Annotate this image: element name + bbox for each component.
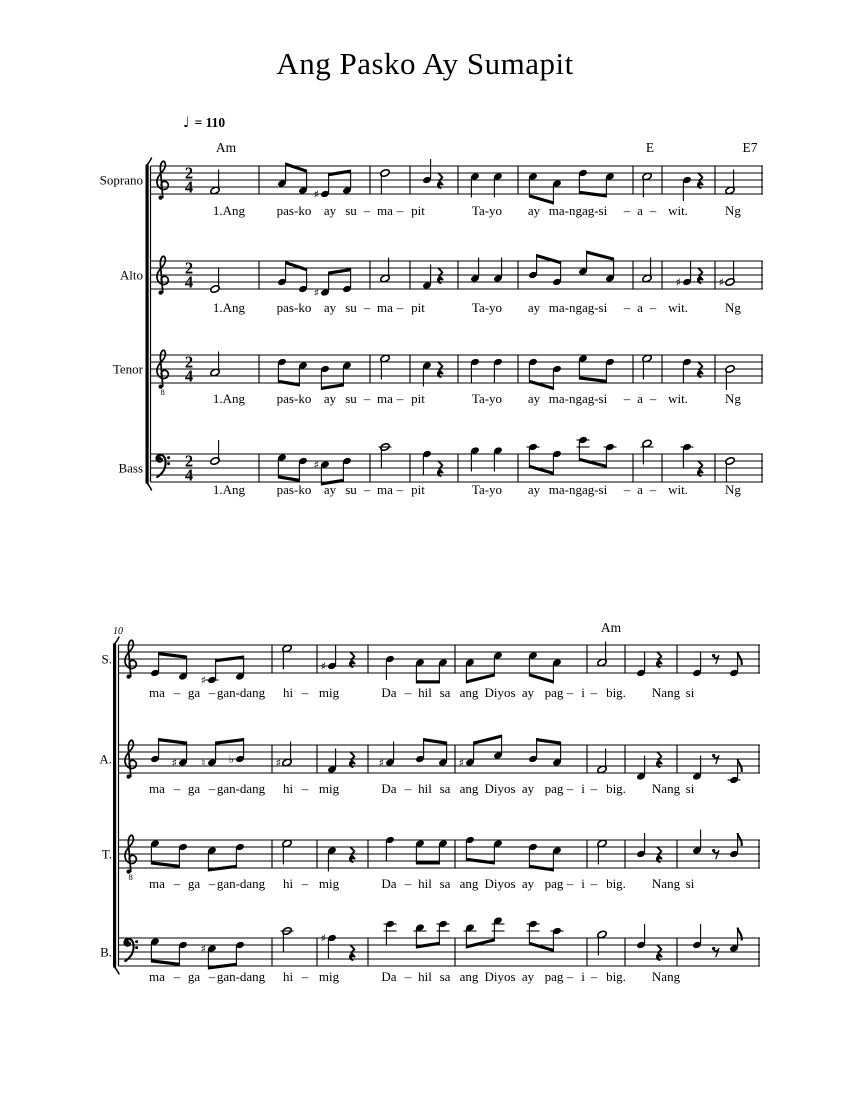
lyric-syllable[interactable]: a <box>637 300 643 315</box>
beam <box>587 251 614 261</box>
octave-8-glyph: 8 <box>160 387 165 397</box>
note[interactable] <box>636 924 646 949</box>
sharp-icon[interactable]: ♯ <box>458 756 464 770</box>
time-signature[interactable]: 4 <box>184 272 194 292</box>
staff-label-b: B. <box>100 944 112 960</box>
lyric-syllable[interactable]: – <box>208 876 216 891</box>
note[interactable] <box>729 833 742 858</box>
flat-icon[interactable]: ♭ <box>228 752 234 766</box>
sharp-icon[interactable]: ♯ <box>320 659 326 673</box>
bass-clef-icon[interactable] <box>156 455 170 477</box>
note[interactable] <box>235 843 245 868</box>
lyric-syllable[interactable]: i <box>581 969 585 984</box>
lyric-syllable[interactable]: 1.Ang <box>212 482 246 497</box>
eighth-flag <box>738 928 742 941</box>
lyric-syllable[interactable]: hil <box>418 685 432 700</box>
lyric-syllable[interactable]: pag <box>544 969 564 984</box>
note[interactable] <box>385 836 395 861</box>
staff-label-s: S. <box>101 651 112 667</box>
page-title[interactable]: Ang Pasko Ay Sumapit <box>276 46 574 81</box>
note[interactable] <box>692 830 702 855</box>
lyric-syllable[interactable]: ma-ngag-si <box>548 482 608 497</box>
lyric-syllable[interactable]: – <box>649 482 657 497</box>
lyric-syllable[interactable]: – <box>623 300 631 315</box>
quarter-note-icon: ♩ <box>183 115 190 131</box>
lyric-syllable[interactable]: – <box>590 685 598 700</box>
beam <box>424 738 447 745</box>
lyric-syllable[interactable]: – <box>649 203 657 218</box>
note[interactable] <box>178 941 188 966</box>
note[interactable] <box>725 456 736 482</box>
beam <box>529 465 553 475</box>
lyric-syllable[interactable]: hi <box>282 876 294 891</box>
beam <box>466 858 494 865</box>
sharp-icon[interactable]: ♯ <box>718 275 724 289</box>
lyric-syllable[interactable]: sa <box>439 781 451 796</box>
lyric-syllable[interactable]: – <box>623 203 631 218</box>
staff-label-alto: Alto <box>119 267 143 283</box>
system-bracket <box>113 644 116 968</box>
lyric-syllable[interactable]: – <box>566 781 574 796</box>
staff-label-tenor: Tenor <box>112 361 143 377</box>
lyric-syllable[interactable]: pag <box>544 876 564 891</box>
lyric-syllable[interactable]: gan-dang <box>216 685 266 700</box>
time-signature[interactable]: 2 <box>184 258 194 278</box>
sharp-icon[interactable]: ♯ <box>200 673 206 687</box>
lyric-syllable[interactable]: – <box>396 391 404 406</box>
lyric-syllable[interactable]: ga <box>187 969 201 984</box>
note[interactable] <box>528 843 538 868</box>
note[interactable] <box>552 658 562 683</box>
lyric-syllable[interactable]: ma <box>377 300 393 315</box>
lyric-syllable[interactable]: ma-ngag-si <box>548 300 608 315</box>
lyric-syllable[interactable]: ma <box>149 969 165 984</box>
lyric-syllable[interactable]: sa <box>439 969 451 984</box>
lyric-syllable[interactable]: ay <box>521 685 535 700</box>
beam <box>159 652 187 659</box>
lyric-syllable[interactable]: big. <box>606 969 626 984</box>
lyric-syllable[interactable]: pas-ko <box>276 391 312 406</box>
lyric-syllable[interactable]: Ta-yo <box>471 203 503 218</box>
lyric-syllable[interactable]: pit <box>411 203 425 218</box>
lyric-syllable[interactable]: – <box>208 969 216 984</box>
lyric-syllable[interactable]: mig <box>318 969 340 984</box>
lyric-syllable[interactable]: Diyos <box>484 876 516 891</box>
time-signature[interactable]: 2 <box>184 163 194 183</box>
note[interactable] <box>493 358 503 383</box>
lyric-syllable[interactable]: pag <box>544 685 564 700</box>
tempo-value: = 110 <box>194 115 226 130</box>
lyric-syllable[interactable]: Ta-yo <box>471 482 503 497</box>
lyric-syllable[interactable]: ay <box>527 203 541 218</box>
note[interactable] <box>277 358 287 383</box>
lyric-syllable[interactable]: Da <box>381 969 397 984</box>
lyric-syllable[interactable]: Ng <box>725 482 741 497</box>
staff-label-a: A. <box>99 751 112 767</box>
sharp-icon[interactable]: ♯ <box>200 942 206 956</box>
lyric-syllable[interactable]: ay <box>323 391 337 406</box>
octave-8-glyph: 8 <box>128 872 133 882</box>
note[interactable] <box>327 645 337 670</box>
time-signature[interactable]: 2 <box>184 352 194 372</box>
chord-symbol[interactable]: E7 <box>742 140 758 155</box>
lyric-syllable[interactable]: pit <box>411 391 425 406</box>
beam <box>286 163 307 173</box>
note[interactable] <box>465 836 475 861</box>
lyric-syllable[interactable]: Nang <box>651 781 681 796</box>
lyric-syllable[interactable]: Da <box>381 876 397 891</box>
lyric-syllable[interactable]: Diyos <box>484 685 516 700</box>
lyric-syllable[interactable]: su <box>345 203 357 218</box>
beam <box>329 170 351 177</box>
lyric-syllable[interactable]: Nang <box>651 969 681 984</box>
lyric-syllable[interactable]: pas-ko <box>276 482 312 497</box>
lyric-syllable[interactable]: – <box>173 876 181 891</box>
beam <box>466 673 494 683</box>
lyric-syllable[interactable]: Ng <box>725 203 741 218</box>
note[interactable] <box>682 176 692 201</box>
time-signature[interactable]: 4 <box>184 465 194 485</box>
lyric-syllable[interactable]: pas-ko <box>276 300 312 315</box>
lyric-syllable[interactable]: mig <box>318 685 340 700</box>
lyric-syllable[interactable]: gan-dang <box>216 876 266 891</box>
lyric-syllable[interactable]: 1.Ang <box>212 203 246 218</box>
note[interactable] <box>415 738 425 763</box>
sharp-icon[interactable]: ♯ <box>320 931 326 945</box>
note[interactable] <box>725 261 736 287</box>
beam <box>329 268 351 275</box>
lyric-syllable[interactable]: mig <box>318 781 340 796</box>
chord-symbol[interactable]: Am <box>600 620 622 635</box>
sharp-icon[interactable]: ♯ <box>313 187 319 201</box>
beam <box>537 254 561 264</box>
lyric-syllable[interactable]: hi <box>282 969 294 984</box>
sharp-icon[interactable]: ♯ <box>313 286 319 300</box>
note[interactable] <box>636 652 646 677</box>
note[interactable] <box>235 941 245 966</box>
lyric-syllable[interactable]: – <box>301 876 309 891</box>
note[interactable] <box>578 251 588 276</box>
note[interactable] <box>178 843 188 868</box>
note[interactable] <box>725 364 736 390</box>
lyric-syllable[interactable]: 1.Ang <box>212 391 246 406</box>
lyric-syllable[interactable]: Diyos <box>484 781 516 796</box>
beam <box>529 673 553 683</box>
lyric-syllable[interactable]: ay <box>521 969 535 984</box>
note[interactable] <box>682 358 692 383</box>
time-signature[interactable]: 4 <box>184 366 194 386</box>
lyric-syllable[interactable]: – <box>363 391 371 406</box>
note[interactable] <box>729 928 742 953</box>
system-bracket <box>147 483 152 491</box>
note[interactable] <box>552 261 562 286</box>
note[interactable] <box>150 738 160 763</box>
note[interactable] <box>438 658 448 683</box>
lyric-syllable[interactable]: ma-ngag-si <box>548 391 608 406</box>
note[interactable] <box>729 652 742 677</box>
lyric-syllable[interactable]: ma <box>149 685 165 700</box>
bass-clef-icon[interactable] <box>124 939 138 961</box>
lyric-syllable[interactable]: pit <box>411 300 425 315</box>
lyric-syllable[interactable]: ay <box>527 482 541 497</box>
lyric-syllable[interactable]: Da <box>381 685 397 700</box>
beam <box>416 680 439 683</box>
note[interactable] <box>636 833 646 858</box>
note[interactable] <box>528 358 538 383</box>
lyric-syllable[interactable]: – <box>208 685 216 700</box>
note[interactable] <box>422 159 432 184</box>
lyric-syllable[interactable]: i <box>581 781 585 796</box>
chord-symbol[interactable]: Am <box>215 140 237 155</box>
lyric-syllable[interactable]: ma <box>377 482 393 497</box>
beam <box>208 865 236 872</box>
lyric-syllable[interactable]: wit. <box>668 203 688 218</box>
lyric-syllable[interactable]: – <box>363 203 371 218</box>
natural-icon[interactable]: ♮ <box>201 756 206 770</box>
lyric-syllable[interactable]: – <box>301 781 309 796</box>
lyric-syllable[interactable]: – <box>623 482 631 497</box>
note[interactable] <box>415 658 425 683</box>
sharp-icon[interactable]: ♯ <box>378 756 384 770</box>
lyric-syllable[interactable]: ang <box>459 876 479 891</box>
lyric-syllable[interactable]: ay <box>323 300 337 315</box>
note[interactable] <box>298 268 308 293</box>
lyric-syllable[interactable]: – <box>173 781 181 796</box>
lyric-syllable[interactable]: – <box>404 969 412 984</box>
lyric-syllable[interactable]: wit. <box>668 482 688 497</box>
beam <box>466 938 494 948</box>
lyric-syllable[interactable]: ang <box>459 685 479 700</box>
lyric-syllable[interactable]: sa <box>439 876 451 891</box>
beam <box>216 738 244 745</box>
lyric-syllable[interactable]: Nang <box>651 685 681 700</box>
lyric-syllable[interactable]: – <box>173 685 181 700</box>
staff-label-t: T. <box>101 846 112 862</box>
lyric-syllable[interactable]: – <box>590 781 598 796</box>
lyric-syllable[interactable]: – <box>173 969 181 984</box>
lyric-syllable[interactable]: su <box>345 300 357 315</box>
lyric-syllable[interactable]: wit. <box>668 300 688 315</box>
lyric-syllable[interactable]: – <box>623 391 631 406</box>
lyric-syllable[interactable]: ay <box>527 300 541 315</box>
note[interactable] <box>380 168 391 194</box>
note[interactable] <box>342 457 352 482</box>
lyric-syllable[interactable]: – <box>363 300 371 315</box>
beam <box>278 380 299 387</box>
note[interactable] <box>552 179 562 204</box>
lyric-syllable[interactable]: hi <box>282 781 294 796</box>
lyric-syllable[interactable]: – <box>566 685 574 700</box>
lyric-syllable[interactable]: mig <box>318 876 340 891</box>
beam <box>216 656 244 663</box>
note[interactable] <box>298 457 308 482</box>
lyric-syllable[interactable]: ga <box>187 685 201 700</box>
lyric-syllable[interactable]: hi <box>282 685 294 700</box>
lyric-syllable[interactable]: hil <box>418 876 432 891</box>
lyric-syllable[interactable]: – <box>363 482 371 497</box>
lyric-syllable[interactable]: Ng <box>725 391 741 406</box>
note[interactable] <box>692 652 702 677</box>
lyric-syllable[interactable]: 1.Ang <box>212 300 246 315</box>
note[interactable] <box>682 261 692 286</box>
beam <box>151 959 179 966</box>
note[interactable] <box>320 173 330 198</box>
eighth-flag <box>738 833 742 846</box>
lyric-syllable[interactable]: wit. <box>668 391 688 406</box>
note[interactable] <box>282 926 293 952</box>
staff-label-bass: Bass <box>118 460 143 476</box>
lyric-syllable[interactable]: su <box>345 482 357 497</box>
lyric-syllable[interactable]: – <box>396 300 404 315</box>
lyric-syllable[interactable]: su <box>345 391 357 406</box>
lyric-syllable[interactable]: sa <box>439 685 451 700</box>
lyric-syllable[interactable]: – <box>396 482 404 497</box>
measure-number: 10 <box>113 626 123 637</box>
lyric-syllable[interactable]: – <box>404 781 412 796</box>
note[interactable] <box>528 738 538 763</box>
note[interactable] <box>552 365 562 390</box>
lyric-syllable[interactable]: ma <box>377 391 393 406</box>
lyric-syllable[interactable]: Da <box>381 781 397 796</box>
lyric-syllable[interactable]: ma-ngag-si <box>548 203 608 218</box>
beam <box>416 942 439 949</box>
lyric-syllable[interactable]: ay <box>323 203 337 218</box>
lyric-syllable[interactable]: – <box>208 781 216 796</box>
note[interactable] <box>422 450 432 475</box>
eighth-flag <box>738 759 742 772</box>
note[interactable] <box>605 358 615 383</box>
lyric-syllable[interactable]: ay <box>521 781 535 796</box>
lyric-syllable[interactable]: – <box>649 300 657 315</box>
beam <box>278 475 299 482</box>
lyric-syllable[interactable]: hil <box>418 969 432 984</box>
beam <box>579 191 606 198</box>
lyric-syllable[interactable]: a <box>637 203 643 218</box>
lyric-syllable[interactable]: ma <box>377 203 393 218</box>
lyric-syllable[interactable]: big. <box>606 876 626 891</box>
sharp-icon[interactable]: ♯ <box>675 275 681 289</box>
lyric-syllable[interactable]: pag <box>544 781 564 796</box>
note[interactable] <box>528 254 538 279</box>
lyric-syllable[interactable]: Diyos <box>484 969 516 984</box>
lyric-syllable[interactable]: – <box>301 969 309 984</box>
note[interactable] <box>150 652 160 677</box>
system-bracket <box>115 967 120 975</box>
lyric-syllable[interactable]: – <box>566 969 574 984</box>
lyric-syllable[interactable]: si <box>685 781 695 796</box>
lyric-syllable[interactable]: ga <box>187 781 201 796</box>
sharp-icon[interactable]: ♯ <box>275 756 281 770</box>
note[interactable] <box>470 358 480 383</box>
beam <box>529 380 553 390</box>
beam <box>579 376 606 383</box>
lyric-syllable[interactable]: si <box>685 876 695 891</box>
note[interactable] <box>277 261 287 286</box>
lyric-syllable[interactable]: hil <box>418 781 432 796</box>
lyric-syllable[interactable]: pit <box>411 482 425 497</box>
lyric-syllable[interactable]: – <box>566 876 574 891</box>
lyric-syllable[interactable]: ang <box>459 969 479 984</box>
lyric-syllable[interactable]: – <box>404 876 412 891</box>
note[interactable] <box>578 169 588 194</box>
note[interactable] <box>692 924 702 949</box>
beam <box>579 458 606 468</box>
lyric-syllable[interactable]: – <box>301 685 309 700</box>
sharp-icon[interactable]: ♯ <box>313 458 319 472</box>
lyric-syllable[interactable]: big. <box>606 781 626 796</box>
lyric-syllable[interactable]: Ng <box>725 300 741 315</box>
beam <box>286 261 307 271</box>
note[interactable] <box>210 440 221 466</box>
beam <box>321 383 343 390</box>
beam <box>416 861 439 864</box>
beam <box>537 738 561 745</box>
staff-label-soprano: Soprano <box>99 172 143 188</box>
lyric-syllable[interactable]: big. <box>606 685 626 700</box>
time-signature[interactable]: 4 <box>184 177 194 197</box>
system-bracket <box>146 165 149 484</box>
lyric-syllable[interactable]: ma <box>149 876 165 891</box>
lyric-syllable[interactable]: pas-ko <box>276 203 312 218</box>
lyric-syllable[interactable]: ang <box>459 781 479 796</box>
lyric-syllable[interactable]: – <box>404 685 412 700</box>
time-signature[interactable]: 2 <box>184 451 194 471</box>
lyric-syllable[interactable]: gan-dang <box>216 781 266 796</box>
lyric-syllable[interactable]: si <box>685 685 695 700</box>
lyric-syllable[interactable]: ma <box>149 781 165 796</box>
beam <box>529 865 553 872</box>
lyric-syllable[interactable]: i <box>581 685 585 700</box>
lyric-syllable[interactable]: – <box>590 969 598 984</box>
note[interactable] <box>210 268 221 294</box>
lyric-syllable[interactable]: ay <box>527 391 541 406</box>
system-bracket <box>147 158 152 166</box>
lyric-syllable[interactable]: Ta-yo <box>471 300 503 315</box>
sharp-icon[interactable]: ♯ <box>171 756 177 770</box>
lyric-syllable[interactable]: gan-dang <box>216 969 266 984</box>
beam <box>159 738 187 745</box>
lyric-syllable[interactable]: – <box>590 876 598 891</box>
lyric-syllable[interactable]: a <box>637 391 643 406</box>
lyric-syllable[interactable]: ga <box>187 876 201 891</box>
lyric-syllable[interactable]: ay <box>521 876 535 891</box>
lyric-syllable[interactable]: – <box>396 203 404 218</box>
eighth-flag <box>738 652 742 665</box>
beam <box>474 735 502 745</box>
lyric-syllable[interactable]: Nang <box>651 876 681 891</box>
lyric-syllable[interactable]: i <box>581 876 585 891</box>
beam <box>529 942 553 952</box>
note[interactable] <box>385 655 395 680</box>
lyric-syllable[interactable]: – <box>649 391 657 406</box>
note[interactable] <box>380 442 391 468</box>
lyric-syllable[interactable]: a <box>637 482 643 497</box>
note[interactable] <box>327 934 337 959</box>
system-bracket <box>115 637 120 645</box>
chord-symbol[interactable]: E <box>645 140 655 155</box>
note[interactable] <box>552 450 562 475</box>
beam <box>151 861 179 868</box>
lyric-syllable[interactable]: Ta-yo <box>471 391 503 406</box>
lyric-syllable[interactable]: ay <box>323 482 337 497</box>
